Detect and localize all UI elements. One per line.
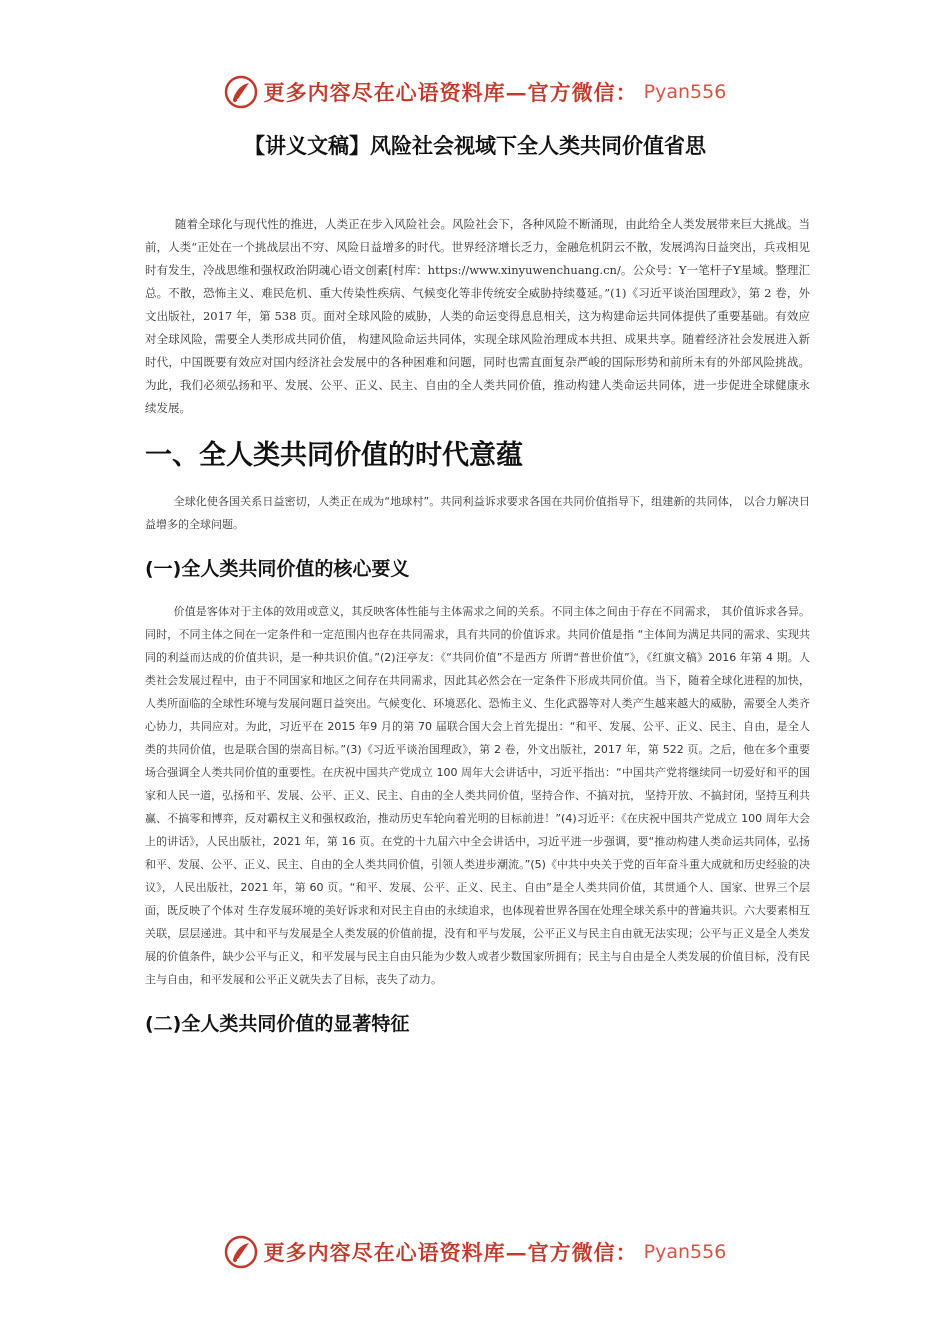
subsection-1-paragraph: 价值是客体对于主体的效用或意义，其反映客体性能与主体需求之间的关系。不同主体之间由于存在不同需求， 其价值诉求各异。同时，不同主体之间在一定条件和一定范围内也存在共同需求，具有共同的价值诉求。共同价值是指 “主体间为满足共同的需求、实现共同的利益而达成的价值共识，是一种共识价值。”(2)汪亭友：《“共同价值”不是西方 所谓“普世价值”》，《红旗文稿》2016 年第 4 期。人类社会发展过程中，由于不同国家和地区之间存在共同需求，因此其必然会在一定条件下形成共同价值。当下，随着全球化进程的加快，人类所面临的全球性环境与发展问题日益突出。气候变化、环境恶化、恐怖主义、生化武器等对人类产生越来越大的威胁，需要全人类齐心协力，共同应对。为此，习近平在 2015 年9 月的第 70 届联合国大会上首先提出：“和平、发展、公平、正义、民主、自由，是全人类的共同价值，也是联合国的崇高目标。”(3)《习近平谈治国理政》，第 2 卷，外文出版社，2017 年，第 522 页。之后，他在多个重要场合强调全人类共同价值的重要性。在庆祝中国共产党成立 100 周年大会讲话中，习近平指出：“中国共产党将继续同一切爱好和平的国家和人民一道，弘扬和平、发展、公平、正义、民主、自由的全人类共同价值，坚持合作、不搞对抗， 坚持开放、不搞封闭，坚持互利共赢、不搞零和博弈，反对霸权主义和强权政治，推动历史车轮向着光明的目标前进！”(4)习近平：《在庆祝中国共产党成立 100 周年大会上的讲话》，人民出版社，2021 年，第 16 页。在党的十九届六中全会讲话中，习近平进一步强调，要“推动构建人类命运共同体，弘扬和平、发展、公平、正义、民主、自由的全人类共同价值，引领人类进步潮流。”(5)《中共中央关于党的百年奋斗重大成就和历史经验的决议》，人民出版社，2021 年，第 60 页。“和平、发展、公平、正义、民主、自由”是全人类共同价值，其贯通个人、国家、世界三个层面，既反映了个体对 生存发展环境的美好诉求和对民主自由的永续追求，也体现着世界各国在处理全球关系中的普遍共识。六大要素相互关联，层层递进。其中和平与发展是全人类发展的价值前提，没有和平与发展，公平正义与民主自由就无法实现；公平与正义是全人类发展的价值条件，缺少公平与正义，和平发展与民主自由只能为少数人或者少数国家所拥有；民主与自由是全人类发展的价值目标，没有民主与自由，和平发展和公平正义就失去了目标，丧失了动力。 (145, 605, 810, 986)
document-title: 【讲义文稿】风险社会视域下全人类共同价值省思 (244, 134, 706, 158)
watermark-footer (0, 1232, 950, 1272)
watermark-text: 更多内容尽在心语资料库—官方微信： (263, 1240, 638, 1265)
watermark-wechat-id: Pyan556 (643, 81, 727, 103)
document-body (145, 213, 810, 1055)
watermark-text: 更多内容尽在心语资料库—官方微信： (263, 80, 638, 105)
subsection-heading-2: (二)全人类共同价值的显著特征 (145, 1013, 410, 1035)
subsection-heading-1: (一)全人类共同价值的核心要义 (145, 558, 410, 580)
intro-paragraph: 随着全球化与现代性的推进，人类正在步入风险社会。风险社会下，各种风险不断涌现，由此给全人类发展带来巨大挑战。当前，人类“正处在一个挑战层出不穷、风险日益增多的时代。世界经济增长乏力，金融危机阴云不散，发展鸿沟日益突出，兵戎相见时有发生，冷战思维和强权政治阴魂心语文创素[村库：https://www.xinyuwenchuang.cn/。公众号：Y一笔杆子Y星域。整理汇总。不散，恐怖主义、难民危机、重大传染性疾病、气候变化等非传统安全威胁持续蔓延。”(1)《习近平谈治国理政》，第 2 卷，外文出版社，2017 年，第 538 页。面对全球风险的威胁，人类的命运变得息息相关，这为构建命运共同体提供了重要基础。有效应对全球风险，需要全人类形成共同价值， 构建风险命运共同体，实现全球风险治理成本共担、成果共享。随着经济社会发展进入新时代，中国既要有效应对国内经济社会发展中的各种困难和问题，同时也需直面复杂严峻的国际形势和前所未有的外部风险挑战。为此，我们必须弘扬和平、发展、公平、正义、民主、自由的全人类共同价值，推动构建人类命运共同体，进一步促进全球健康永续发展。 (145, 217, 810, 415)
watermark-wechat-id: Pyan556 (643, 1241, 727, 1263)
section-heading-1: 一、全人类共同价值的时代意蕴 (145, 440, 523, 471)
brush-logo-icon (224, 1235, 258, 1269)
brush-logo-icon (224, 75, 258, 109)
section-1-paragraph: 全球化使各国关系日益密切，人类正在成为“地球村”。共同利益诉求要求各国在共同价值指导下，组建新的共同体， 以合力解决日益增多的全球问题。 (145, 495, 810, 531)
watermark-header (0, 72, 950, 112)
